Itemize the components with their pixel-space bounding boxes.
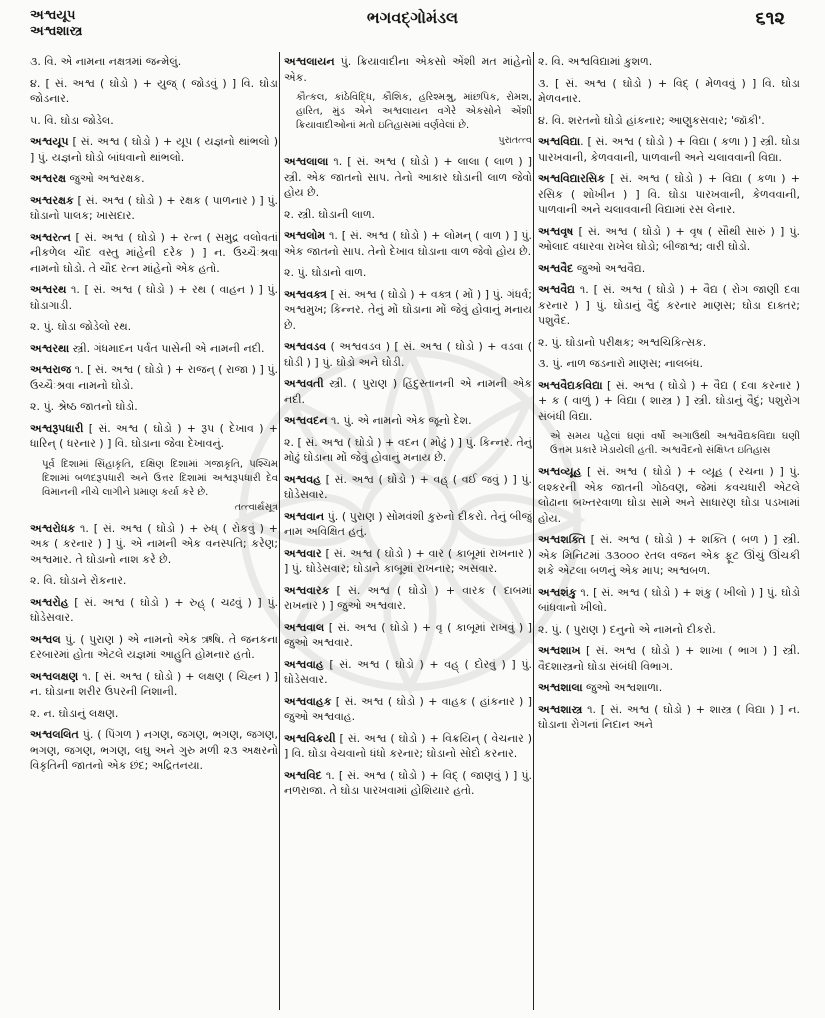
- dictionary-entry: [284, 376, 532, 407]
- sense-line: [538, 335, 800, 351]
- definition: [ સં. અશ્વ ( ઘોડો ) + વ્યૂહ ( રચના ) ] પું. લશ્કરની એક જાતની ગોઠવણ, જેમાં કવચધારી એટલે લોઢાના બખ્તરવાળા ઘોડા સામે અને સાધારણ ઘોડા પડખામાં હોય.: [538, 465, 800, 525]
- headword: અશ્વવાહક: [284, 694, 332, 708]
- definition: [ સં. અશ્વ ( ઘોડો ) + રક્ષક ( પાળનાર ) ] પું. ઘોડાનો પાલક; ખાસદાર.: [30, 193, 278, 222]
- definition: [ સં. અશ્વ ( ઘોડો ) + વિદ્યા ( કળા ) + રસિક ( શોખીન ) ] વિ. ઘોડા પારખવાની, કેળવવાની, પાળવાની અને ચલાવવાની વિદ્યામાં રસ લેનાર.: [538, 172, 800, 216]
- definition: ૧. [ સં. અશ્વ ( ઘોડો ) + વિદ્ ( જાણવું ) ] પું. નળરાજા. તે ઘોડા પારખવામાં હોશિયાર હતો.: [284, 768, 532, 797]
- definition: સ્ત્રી. ગંધમાદન પર્વત પાસેની એ નામની નદી.: [69, 341, 265, 355]
- dictionary-entry: [284, 154, 532, 201]
- headword: અશ્વવહ: [284, 472, 322, 486]
- definition: ૧. [ સં. અશ્વ ( ઘોડો ) + શંકુ ( ખીલો ) ] પું. ઘોડો બાંધવાનો ખીલો.: [538, 585, 800, 614]
- dictionary-entry: [538, 378, 800, 425]
- headword: અશ્વરક્ષક: [30, 193, 74, 207]
- citation-quote: [538, 430, 800, 458]
- definition: [ સં. અશ્વ ( ઘોડો ) + વાહક ( હાંકનાર ) ] જુઓ અશ્વવાહ.: [284, 694, 532, 723]
- definition: પું. ક્રિયાવાદીના એકસો એંશી મત માંહેનો એક.: [284, 55, 532, 84]
- definition: . [ સં. અશ્વ ( ઘોડો ) + વિદ્યા ( કળા ) ] સ્ત્રી. ઘોડા પારખવાની, કેળવવાની, પાળવાની અને ચલાવવાની વિદ્યા.: [538, 135, 800, 164]
- sense-line: [284, 265, 532, 281]
- headword: અશ્વવૈદ્યકવિદ્યા: [538, 378, 603, 392]
- dictionary-entry: [284, 339, 532, 370]
- citation-source: તત્ત્વાર્થસૂત્ર: [234, 501, 278, 513]
- definition: [ સં. અશ્વ ( ઘોડો ) + વાર ( કાબૂમાં રાખનાર ) ] પું. ઘોડેસવાર; ઘોડાને કાબૂમાં રાખનાર; અસવાર.: [284, 546, 532, 575]
- dictionary-entry: [538, 702, 800, 733]
- dictionary-entry: [30, 521, 278, 568]
- dictionary-entry: [284, 509, 532, 540]
- headword: અશ્વરત્ન: [30, 230, 71, 244]
- dictionary-entry: [538, 532, 800, 579]
- headword: અશ્વશાલા: [538, 681, 583, 694]
- definition: [ સં. અશ્વ ( ઘોડો ) + વક્ત્ર ( મોં ) ] પું. ગંધર્વ; અશ્વમુખ; કિન્નર. તેનું મોં ઘોડાના મોં જેવું હોવાનું મનાય છે.: [284, 287, 532, 332]
- headword: અશ્વવાહ: [284, 657, 324, 671]
- dictionary-entry: [538, 282, 800, 329]
- definition: ૨. વિ. ઘોડાને રોકનાર.: [30, 574, 127, 587]
- definition: [ સં. અશ્વ ( ઘોડો ) + વૃ ( કાબૂમાં રાખવું ) ] જુઓ અશ્વવાર.: [284, 620, 532, 649]
- column-2: [284, 54, 532, 1009]
- definition: ૧. પું. એ નામનો એક જૂનો દેશ.: [327, 414, 472, 427]
- dictionary-entry: [284, 413, 532, 429]
- dictionary-entry: [30, 669, 278, 700]
- sense-line: [538, 76, 800, 107]
- sense-line: [538, 356, 800, 372]
- headword: અશ્વવિદ્યારસિક: [538, 172, 606, 185]
- headword: અશ્વવૈદ્ય: [538, 283, 575, 296]
- definition: ૩. વિ. એ નામના નક્ષત્રમાં જન્મેલું.: [30, 55, 182, 68]
- citation-text: એ સમય પહેલાં ઘણાં વર્ષો અગાઉથી અશ્વવૈદ્યકવિદ્યા ઘણી ઉત્તમ પ્રકારે ખેડાયેલી હતી. અશ્વવૈદનો સંક્ષિપ્ત ઇતિહાસ: [550, 431, 800, 456]
- sense-line: [538, 113, 800, 129]
- headword: અશ્વવતી: [284, 377, 324, 390]
- headword: અશ્વલાયન: [284, 55, 335, 68]
- dictionary-entry: [284, 620, 532, 651]
- dictionary-entry: [284, 228, 532, 259]
- citation-quote: [30, 458, 278, 515]
- citation-text: પૂર્વ દિશામાં સિંહાકૃતિ, દક્ષિણ દિશામાં ગજાકૃતિ, પશ્ચિમ દિશામાં બળદરૂપધારી અને ઉત્તર દિશામાં અશ્વરૂપધારી દેવ વિમાનની નીચે લાગીને પ્રમાણ કર્યા કરે છે.: [42, 458, 278, 498]
- dictionary-entry: [538, 464, 800, 526]
- headword: અશ્વવાલ: [284, 620, 325, 634]
- definition: ૧. [ સં. અશ્વ ( ઘોડો ) + લાલા ( લાળ ) ] સ્ત્રી. એક જાતનો સાપ. તેનો આકાર ઘોડાની લાળ જેવો હોય છે.: [284, 155, 532, 199]
- sense-line: [284, 207, 532, 223]
- definition: ૨. ન. ઘોડાનું લક્ષણ.: [30, 706, 119, 720]
- dictionary-entry: [284, 694, 532, 725]
- sense-line: [30, 319, 278, 335]
- definition: પું. ( પુરાણ ) સોમવંશી કુરુનો દીકરો. તેનું બીજું નામ અવિક્ષિત હતું.: [284, 509, 532, 538]
- headword: અશ્વવૃષ: [538, 224, 574, 238]
- headword: અશ્વરક્ષ: [30, 172, 67, 185]
- citation-text: કૌત્કલ, કાંઠેવિદ્ધિ, કૌશિક, હરિશ્મશ્રુ, માંછપિક, રોમશ, હારિત, મુંડ એને અશ્વલાયન વગેરે એકસોને એંશી ક્રિયાવાદીઓનાં મતો ઇતિહાસમાં વર્ણવેલાં છે.: [296, 92, 532, 131]
- column-1: [30, 54, 278, 1009]
- definition: [ સં. અશ્વ ( ઘોડો ) + વહ્ ( દોરવું ) ] પું. ઘોડેસવાર.: [284, 657, 532, 686]
- dictionary-entry: [30, 421, 278, 452]
- definition: [ સં. અશ્વ ( ઘોડો ) + વિક્રયિન્ ( વેચનાર ) ] વિ. ઘોડા વેચવાનો ધંધો કરનાર; ઘોડાનો સોદો કરનાર.: [284, 731, 532, 760]
- dictionary-entry: [284, 583, 532, 614]
- definition: ૨. [ સં. અશ્વ ( ઘોડો ) + વદન ( મોઢું ) ] પું. કિન્નર. તેનું મોઢું ઘોડાના મોં જેવું હોવાનું મનાય છે.: [284, 435, 532, 464]
- sense-line: [284, 435, 532, 466]
- definition: ૨. પું. ઘોડાનો પરીક્ષક; અશ્વચિકિત્સક.: [538, 335, 707, 349]
- dictionary-entry: [538, 261, 800, 277]
- sense-line: [30, 76, 278, 107]
- page-number: ૬૧૨: [755, 8, 785, 29]
- definition: પું. ( પુરાણ ) એ નામનો એક ઋષિ. તે જનકના દરબારમાં હોતા એટલે યજ્ઞમાં આહુતિ હોમનાર હતો.: [30, 632, 278, 661]
- dictionary-entry: [30, 230, 278, 277]
- dictionary-entry: [30, 282, 278, 313]
- headword: અશ્વશંકુ: [538, 585, 577, 599]
- headword: અશ્વવિક્રયી: [284, 731, 336, 745]
- headword: અશ્વલલિત: [30, 728, 79, 741]
- dictionary-entry: [284, 546, 532, 577]
- headword: અશ્વવિદ: [284, 768, 322, 782]
- definition: [ સં. અશ્વ ( ઘોડો ) + વારક ( દાબમાં રાખનાર ) ] જુઓ અશ્વવાર.: [284, 583, 532, 612]
- headword: અશ્વવારક: [284, 583, 330, 597]
- first-headword: અશ્વયૂપ: [30, 8, 76, 23]
- dictionary-entry: [30, 632, 278, 663]
- dictionary-entry: [538, 680, 800, 696]
- sense-line: [538, 622, 800, 638]
- dictionary-entry: [538, 585, 800, 616]
- column-divider-1: [279, 52, 280, 1010]
- definition: ૨. પું. ઘોડા જોડેલો રથ.: [30, 320, 132, 333]
- dictionary-entry: [30, 362, 278, 393]
- dictionary-entry: [538, 224, 800, 255]
- column-divider-2: [533, 52, 534, 1010]
- definition: [ સં. અશ્વ ( ઘોડો ) + વહ્ ( વઈ જવું ) ] પું. ઘોડેસવાર.: [284, 472, 532, 501]
- definition: [ સં. અશ્વ ( ઘોડો ) + રૂપ ( દેખાવ ) + ધારિન્ ( ધરનાર ) ] વિ. ઘોડાના જેવા દેખાવનું.: [30, 421, 278, 450]
- headword: અશ્વરથ: [30, 283, 67, 296]
- column-3: [538, 54, 800, 1009]
- definition: ૨. વિ. અશ્વવિદ્યામાં કુશળ.: [538, 55, 653, 68]
- definition: [ સં. અશ્વ ( ઘોડો ) + શાખા ( ભાગ ) ] સ્ત્રી. વૈદશાસ્ત્રનો ઘોડા સંબંધી વિભાગ.: [538, 644, 800, 673]
- definition: ૧. [ સં. અશ્વ ( ઘોડો ) + લોમન્ ( વાળ ) ] પું. એક જાતનો સાપ. તેનો દેખાવ ઘોડાના વાળ જેવો હોય છે.: [284, 229, 532, 258]
- definition: [ સં. અશ્વ ( ઘોડો ) + વૈદ્ય ( દવા કરનાર ) + ક ( વાળું ) + વિદ્યા ( શાસ્ત્ર ) ] સ્ત્રી. ઘોડાનું વૈદું; પશુરોગ સંબંધી વિદ્યા.: [538, 378, 800, 423]
- headword: અશ્વવક્ત્ર: [284, 287, 327, 301]
- headword: અશ્વરૂપધારી: [30, 421, 84, 435]
- definition: પું. ( પિંગળ ) નગણ, જગણ, ભગણ, જગણ, ભગણ, જગણ, ભગણ, લઘુ અને ગુરુ મળી ૨૩ અક્ષરનો વિકૃતિની જાતનો એક છંદ; અદ્રિતનયા.: [30, 728, 278, 772]
- definition: ૪. [ સં. અશ્વ ( ઘોડો ) + યુજ્ ( જોડવું ) ] વિ. ઘોડા જોડનાર.: [30, 76, 278, 105]
- definition: જુઓ અશ્વશાળા.: [582, 681, 663, 694]
- definition: [ સં. અશ્વ ( ઘોડો ) + રુહ્ ( ચઢવું ) ] પું. ઘોડેસવાર.: [30, 595, 278, 624]
- definition: ૨. પું. ( પુરાણ ) દનુનો એ નામનો દીકરો.: [538, 622, 716, 636]
- sense-line: [30, 573, 278, 589]
- definition: ૨. પું. ઘોડાનો વાળ.: [284, 266, 367, 279]
- sense-line: [30, 54, 278, 70]
- definition: ૩. પું. નાળ જડનારો માણસ; નાલબંધ.: [538, 357, 703, 370]
- headword: અશ્વશાખ: [538, 644, 581, 657]
- dictionary-entry: [30, 727, 278, 774]
- dictionary-entry: [538, 134, 800, 165]
- sense-line: [538, 54, 800, 70]
- dictionary-entry: [30, 134, 278, 165]
- headword: અશ્વરથા: [30, 341, 70, 355]
- definition: ૨. પું. શ્રેષ્ઠ જાતનો ઘોડો.: [30, 400, 138, 413]
- headword: અશ્વવદન: [284, 414, 328, 427]
- headword: અશ્વરોધક: [30, 521, 76, 535]
- definition: [ સં. અશ્વ ( ઘોડો ) + રત્ન ( સમુદ્ર વલોવતાં નીકળેલ ચૌદ વસ્તુ માંહેની દરેક ) ] ન. ઉચ્ચૈઃશ્રવા નામનો ઘોડો. તે ચૌદ રત્ન માંહેનો એક હતો.: [30, 230, 278, 275]
- citation-source: પુરાતત્ત્વ: [498, 135, 532, 146]
- dictionary-entry: [30, 595, 278, 626]
- dictionary-entry: [284, 54, 532, 85]
- dictionary-entry: [30, 171, 278, 187]
- sense-line: [30, 399, 278, 415]
- definition: [ સં. અશ્વ ( ઘોડો ) + શક્તિ ( બળ ) ] સ્ત્રી. એક મિનિટમાં ૩૩૦૦૦ રતલ વજન એક ફૂટ ઊંચું ઊંચકી શકે એટલા બળનું એક માપ; અશ્વબળ.: [538, 533, 800, 577]
- definition: ૫. વિ. ઘોડા જોડેલ.: [30, 113, 114, 127]
- headword: અશ્વવિદ્યા: [538, 135, 581, 148]
- headword: અશ્વવાર: [284, 546, 322, 560]
- headword: અશ્વશક્તિ: [538, 533, 586, 546]
- definition: જુઓ અશ્વરક્ષક.: [66, 172, 145, 185]
- dictionary-entry: [284, 287, 532, 334]
- dictionary-entry: [284, 768, 532, 799]
- definition: ( અશ્વવડવ ) [ સં. અશ્વ ( ઘોડો ) + વડવા ( ઘોડી ) ] પું. ઘોડો અને ઘોડી.: [284, 340, 532, 369]
- dictionary-entry: [284, 657, 532, 688]
- dictionary-entry: [30, 341, 278, 357]
- headword: અશ્વરોહ: [30, 595, 69, 609]
- definition: ૧. [ સં. અશ્વ ( ઘોડો ) + વૈદ્ય ( રોગ જાણી દવા કરનાર ) ] પું. ઘોડાનું વૈદું કરનાર માણસ; ઘોડા દાક્તર; પશુવૈદ.: [538, 283, 800, 327]
- last-headword: અશ્વશાસ્ત્ર: [30, 24, 83, 39]
- dictionary-entry: [538, 643, 800, 674]
- dictionary-entry: [538, 171, 800, 218]
- headword: અશ્વરાજ: [30, 363, 72, 376]
- sense-line: [30, 113, 278, 129]
- definition: ૩. [ સં. અશ્વ ( ઘોડો ) + વિદ્ ( મેળવવું ) ] વિ. ઘોડા મેળવનાર.: [538, 76, 800, 105]
- definition: ૧. [ સં. અશ્વ ( ઘોડો ) + શાસ્ત્ર ( વિદ્યા ) ] ન. ઘોડાના રોગનાં નિદાન અને: [538, 702, 800, 731]
- dictionary-entry: [284, 472, 532, 503]
- headword: અશ્વલ: [30, 632, 61, 646]
- headword: અશ્વવડવ: [284, 340, 327, 353]
- definition: ૧. [ સં. અશ્વ ( ઘોડો ) + રુધ્ ( રોકવું ) + અક ( કરનાર ) ] પું. એ નામની એક વનસ્પતિ; કરેણ; અશ્વમાર. તે ઘોડાનો નાશ કરે છે.: [30, 521, 278, 566]
- headword: અશ્વવૈદ: [538, 261, 574, 275]
- headword: અશ્વયૂપ: [30, 135, 69, 148]
- headword: અશ્વલાલા: [284, 155, 329, 168]
- definition: જુઓ અશ્વવૈદ્ય.: [573, 261, 646, 275]
- definition: ૧. [ સં. અશ્વ ( ઘોડો ) + રથ ( વાહન ) ] પું. ઘોડાગાડી.: [30, 283, 278, 312]
- dictionary-entry: [30, 193, 278, 224]
- book-title: ભગવદ્ગોમંડલ: [366, 8, 459, 27]
- sense-line: [30, 706, 278, 722]
- definition: ૨. સ્ત્રી. ઘોડાની લાળ.: [284, 207, 376, 221]
- definition: [ સં. અશ્વ ( ઘોડો ) + યૂપ ( યજ્ઞનો થાંભલો ) ] પું. યજ્ઞનો ઘોડો બાંધવાનો થાંભલો.: [30, 135, 278, 164]
- definition: ૪. વિ. શરતનો ઘોડો હાંકનાર; આણુકસવાર; 'જૉકી'.: [538, 113, 765, 127]
- headword: અશ્વવ્યૂહ: [538, 465, 582, 478]
- definition: [ સં. અશ્વ ( ઘોડો ) + વૃષ ( સૌથી સારું ) ] પું. ઓલાદ વધારવા રાખેલ ઘોડો; બીજાશ્વ; વારી ઘોડો.: [538, 224, 800, 253]
- definition: ૧. [ સં. અશ્વ ( ઘોડો ) + લક્ષણ ( ચિહ્ન ) ] ન. ઘોડાના શરીર ઉપરની નિશાની.: [30, 669, 278, 698]
- definition: સ્ત્રી. ( પુરાણ ) હિંદુસ્તાનની એ નામની એક નદી.: [284, 377, 532, 406]
- citation-quote: [284, 91, 532, 148]
- definition: ૧. [ સં. અશ્વ ( ઘોડો ) + રાજન્ ( રાજા ) ] પું. ઉચ્ચૈઃશ્રવા નામનો ઘોડો.: [30, 363, 278, 392]
- headword: અશ્વલક્ષણ: [30, 669, 79, 683]
- dictionary-entry: [284, 731, 532, 762]
- headword: અશ્વવાન: [284, 509, 325, 523]
- headword: અશ્વશાસ્ત્ર: [538, 702, 583, 716]
- headword: અશ્વલોમ: [284, 229, 326, 242]
